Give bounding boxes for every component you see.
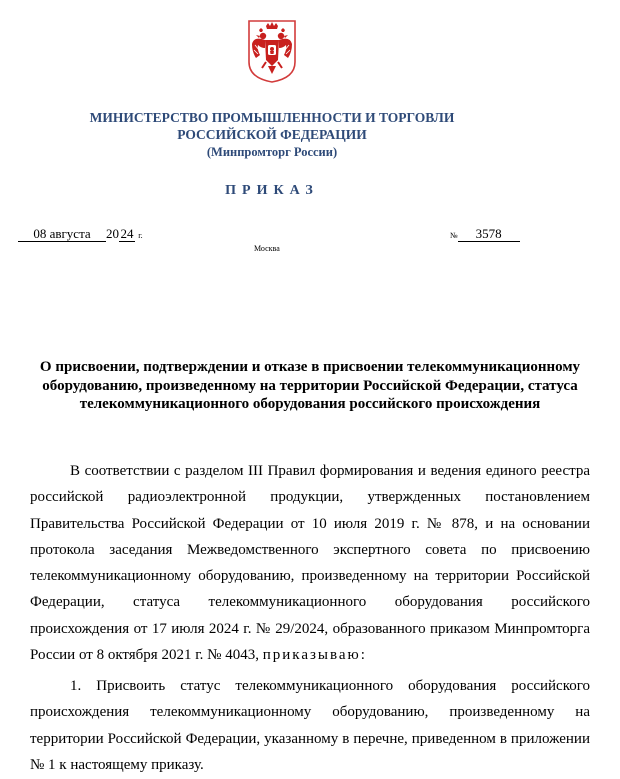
document-city: Москва <box>254 244 280 253</box>
document-number <box>450 226 520 242</box>
date-day-month: 08 августа <box>18 226 106 242</box>
document-type-heading: ПРИКАЗ <box>225 183 319 198</box>
date-year-suffix: 24 <box>120 226 134 241</box>
ministry-short-name: (Минпромторг России) <box>206 145 338 159</box>
number-value: 3578 <box>458 226 520 242</box>
coat-of-arms-icon <box>246 18 298 84</box>
document-title: О присвоении, подтверждении и отказе в присвоении телекоммуникационному оборудованию, произведенному на территории Российской Федерации, статуса телекоммуникационного оборудования российского происхождения <box>39 359 581 412</box>
date-year-prefix: 20 <box>106 226 119 241</box>
paragraph-item-1: 1. Присвоить статус телекоммуникационного оборудования российского происхождения телекоммуникационному оборудованию, произведенному на территории Российской Федерации, указанному в перечне, приведенном в приложении № 1 к настоящему приказу. <box>30 678 590 773</box>
paragraph-preamble <box>30 458 590 668</box>
document-date <box>18 226 143 242</box>
preamble-text: В соответствии с разделом III Правил формирования и ведения единого реестра российской радиоэлектронной продукции, утвержденных постановлением Правительства Российской Федерации от 10 июля 2019 г. № 878, и на основании протокола заседания Межведомственного экспертного совета по присвоению телекоммуникационному оборудованию, произведенному на территории Российской Федерации, статуса телекоммуникационного оборудования российского происхождения от 17 июля 2024 г. № 29/2024, образованного приказом Минпромторга России от 8 октября 2021 г. № 4043, <box>30 463 590 664</box>
date-year-mark: г. <box>138 231 143 240</box>
order-keyword: приказываю: <box>262 647 367 664</box>
ministry-name-line2: РОССИЙСКОЙ ФЕДЕРАЦИИ <box>177 127 367 142</box>
number-prefix: № <box>450 231 458 240</box>
ministry-name-line1: МИНИСТЕРСТВО ПРОМЫШЛЕННОСТИ И ТОРГОВЛИ <box>89 110 455 125</box>
